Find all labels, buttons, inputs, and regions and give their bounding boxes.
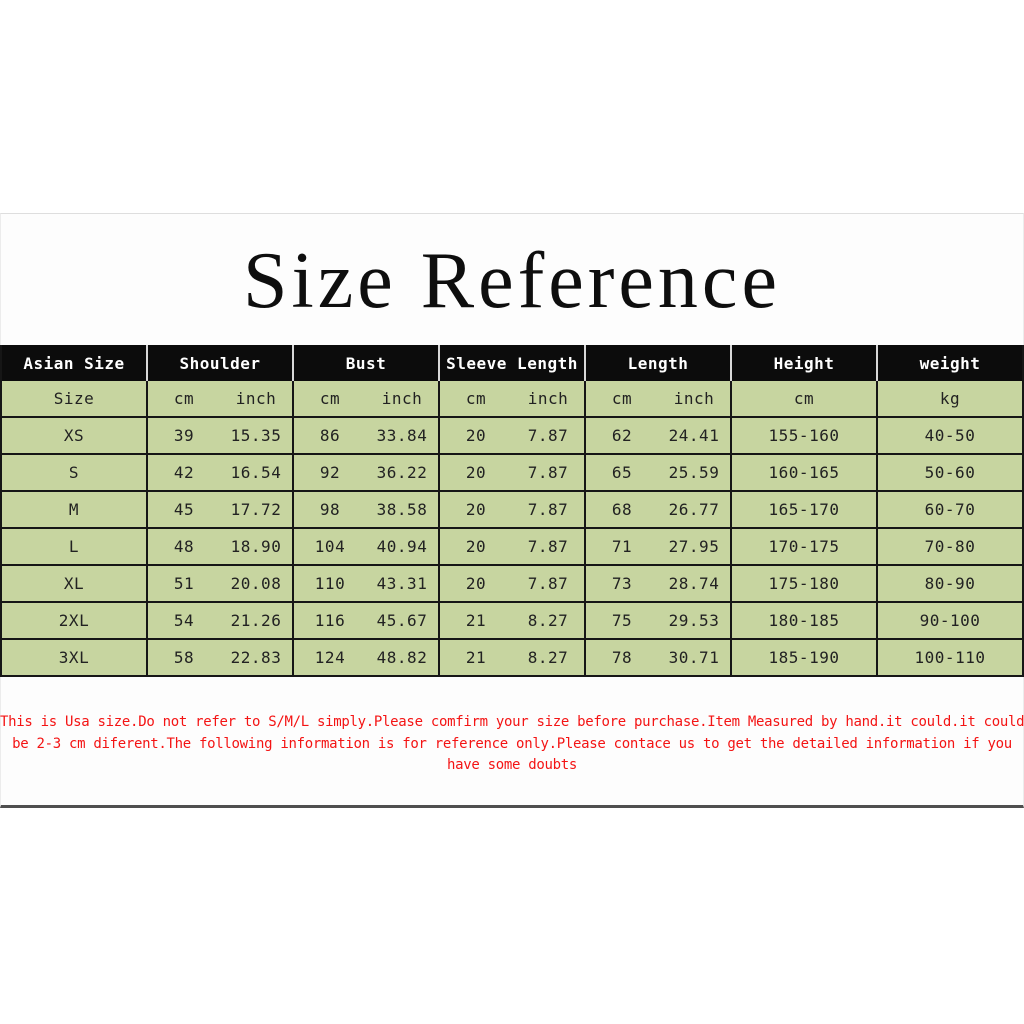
subheader-sleeve-units: [440, 381, 586, 418]
inch-value: 24.41: [668, 426, 720, 445]
weight-cell: 70-80: [878, 529, 1022, 566]
cm-value: 39: [173, 426, 195, 445]
weight-cell: 60-70: [878, 492, 1022, 529]
length-cell: [586, 640, 732, 677]
cm-unit-label: cm: [465, 389, 487, 408]
inch-value: 16.54: [230, 463, 282, 482]
cm-value: 45: [173, 500, 195, 519]
bust-cell: [294, 640, 440, 677]
shoulder-cell: [148, 640, 294, 677]
column-header-weight: weight: [919, 353, 981, 373]
length-cell: [586, 603, 732, 640]
inch-value: 36.22: [376, 463, 428, 482]
table-header-row: [2, 345, 1022, 381]
sleeve-cell: [440, 603, 586, 640]
inch-value: 43.31: [376, 574, 428, 593]
inch-value: 7.87: [527, 537, 569, 556]
size-table: [0, 345, 1024, 677]
inch-value: 30.71: [668, 648, 720, 667]
size-cell: 2XL: [2, 603, 148, 640]
length-cell: [586, 529, 732, 566]
table-row-s: [2, 455, 1022, 492]
size-cell: XS: [2, 418, 148, 455]
sleeve-cell: [440, 455, 586, 492]
disclaimer-line-2: be 2-3 cm diferent.The following information is for reference only.Please contace us to get the detailed information if you: [12, 735, 1012, 752]
size-cell: L: [2, 529, 148, 566]
cm-value: 21: [465, 611, 487, 630]
column-header-asian-size: Asian Size: [2, 345, 148, 381]
sleeve-cell: [440, 492, 586, 529]
height-cell: 185-190: [732, 640, 878, 677]
cm-value: 20: [465, 574, 487, 593]
subheader-size: Size: [2, 381, 148, 418]
sleeve-cell: [440, 640, 586, 677]
weight-cell: 90-100: [878, 603, 1022, 640]
cm-value: 65: [611, 463, 633, 482]
cm-value: 20: [465, 426, 487, 445]
inch-value: 21.26: [230, 611, 282, 630]
subheader-shoulder-units: [148, 381, 294, 418]
sleeve-cell: [440, 529, 586, 566]
cm-value: 104: [314, 537, 346, 556]
shoulder-cell: [148, 529, 294, 566]
table-row-2xl: [2, 603, 1022, 640]
height-cell: 170-175: [732, 529, 878, 566]
disclaimer-line-3: have some doubts: [446, 757, 578, 773]
size-cell: XL: [2, 566, 148, 603]
inch-value: 18.90: [230, 537, 282, 556]
inch-value: 45.67: [376, 611, 428, 630]
column-header-sleeve-length: Sleeve Length: [440, 345, 586, 381]
inch-unit-label: inch: [527, 389, 569, 408]
cm-value: 20: [465, 537, 487, 556]
inch-value: 8.27: [527, 648, 569, 667]
inch-value: 29.53: [668, 611, 720, 630]
inch-value: 7.87: [527, 463, 569, 482]
inch-unit-label: inch: [235, 389, 277, 408]
weight-cell: 50-60: [878, 455, 1022, 492]
inch-value: 38.58: [376, 500, 428, 519]
shoulder-cell: [148, 455, 294, 492]
sleeve-cell: [440, 566, 586, 603]
cm-value: 73: [611, 574, 633, 593]
inch-value: 20.08: [230, 574, 282, 593]
cm-value: 48: [173, 537, 195, 556]
cm-value: 116: [314, 611, 346, 630]
height-cell: 180-185: [732, 603, 878, 640]
table-row-xs: [2, 418, 1022, 455]
subheader-height-unit: cm: [732, 381, 878, 418]
cm-value: 71: [611, 537, 633, 556]
inch-unit-label: inch: [381, 389, 423, 408]
column-header-bust: Bust: [294, 345, 440, 381]
shoulder-cell: [148, 566, 294, 603]
inch-value: 8.27: [527, 611, 569, 630]
cm-value: 62: [611, 426, 633, 445]
disclaimer-text: [0, 712, 1024, 777]
bust-cell: [294, 566, 440, 603]
bust-cell: [294, 418, 440, 455]
bust-cell: [294, 492, 440, 529]
height-cell: 175-180: [732, 566, 878, 603]
cm-value: 42: [173, 463, 195, 482]
size-cell: S: [2, 455, 148, 492]
cm-value: 20: [465, 463, 487, 482]
cm-value: 110: [314, 574, 346, 593]
length-cell: [586, 492, 732, 529]
table-subheader-row: [2, 381, 1022, 418]
cm-unit-label: cm: [611, 389, 633, 408]
shoulder-cell: [148, 418, 294, 455]
cm-unit-label: cm: [319, 389, 341, 408]
cm-value: 98: [319, 500, 341, 519]
page-title: Size Reference: [243, 237, 781, 325]
shoulder-cell: [148, 603, 294, 640]
inch-value: 48.82: [376, 648, 428, 667]
subheader-bust-units: [294, 381, 440, 418]
column-header-length: Length: [586, 345, 732, 381]
inch-value: 33.84: [376, 426, 428, 445]
length-cell: [586, 418, 732, 455]
cm-value: 58: [173, 648, 195, 667]
height-cell: 160-165: [732, 455, 878, 492]
inch-value: 15.35: [230, 426, 282, 445]
cm-value: 54: [173, 611, 195, 630]
size-cell: 3XL: [2, 640, 148, 677]
inch-value: 22.83: [230, 648, 282, 667]
table-row-m: [2, 492, 1022, 529]
table-row-xl: [2, 566, 1022, 603]
subheader-weight-unit: kg: [878, 381, 1022, 418]
inch-value: 28.74: [668, 574, 720, 593]
length-cell: [586, 566, 732, 603]
sleeve-cell: [440, 418, 586, 455]
inch-value: 17.72: [230, 500, 282, 519]
inch-value: 7.87: [527, 426, 569, 445]
inch-value: 27.95: [668, 537, 720, 556]
inch-value: 7.87: [527, 574, 569, 593]
cm-value: 21: [465, 648, 487, 667]
disclaimer-line-1: This is Usa size.Do not refer to S/M/L simply.Please comfirm your size before purchase.Item Measured by hand.it could.it could: [0, 714, 1024, 730]
cm-value: 68: [611, 500, 633, 519]
height-cell: 155-160: [732, 418, 878, 455]
subheader-length-units: [586, 381, 732, 418]
cm-value: 124: [314, 648, 346, 667]
cm-value: 78: [611, 648, 633, 667]
weight-cell: 40-50: [878, 418, 1022, 455]
cm-value: 75: [611, 611, 633, 630]
column-header-height: Height: [732, 345, 878, 381]
inch-value: 7.87: [527, 500, 569, 519]
size-cell: M: [2, 492, 148, 529]
inch-value: 26.77: [668, 500, 720, 519]
cm-value: 86: [319, 426, 341, 445]
bust-cell: [294, 455, 440, 492]
length-cell: [586, 455, 732, 492]
cm-value: 20: [465, 500, 487, 519]
inch-value: 25.59: [668, 463, 720, 482]
shoulder-cell: [148, 492, 294, 529]
weight-cell: 80-90: [878, 566, 1022, 603]
cm-value: 51: [173, 574, 195, 593]
weight-cell: 100-110: [878, 640, 1022, 677]
inch-value: 40.94: [376, 537, 428, 556]
height-cell: 165-170: [732, 492, 878, 529]
bust-cell: [294, 603, 440, 640]
inch-unit-label: inch: [673, 389, 715, 408]
bust-cell: [294, 529, 440, 566]
cm-value: 92: [319, 463, 341, 482]
cm-unit-label: cm: [173, 389, 195, 408]
table-row-3xl: [2, 640, 1022, 677]
table-row-l: [2, 529, 1022, 566]
column-header-shoulder: Shoulder: [148, 345, 294, 381]
